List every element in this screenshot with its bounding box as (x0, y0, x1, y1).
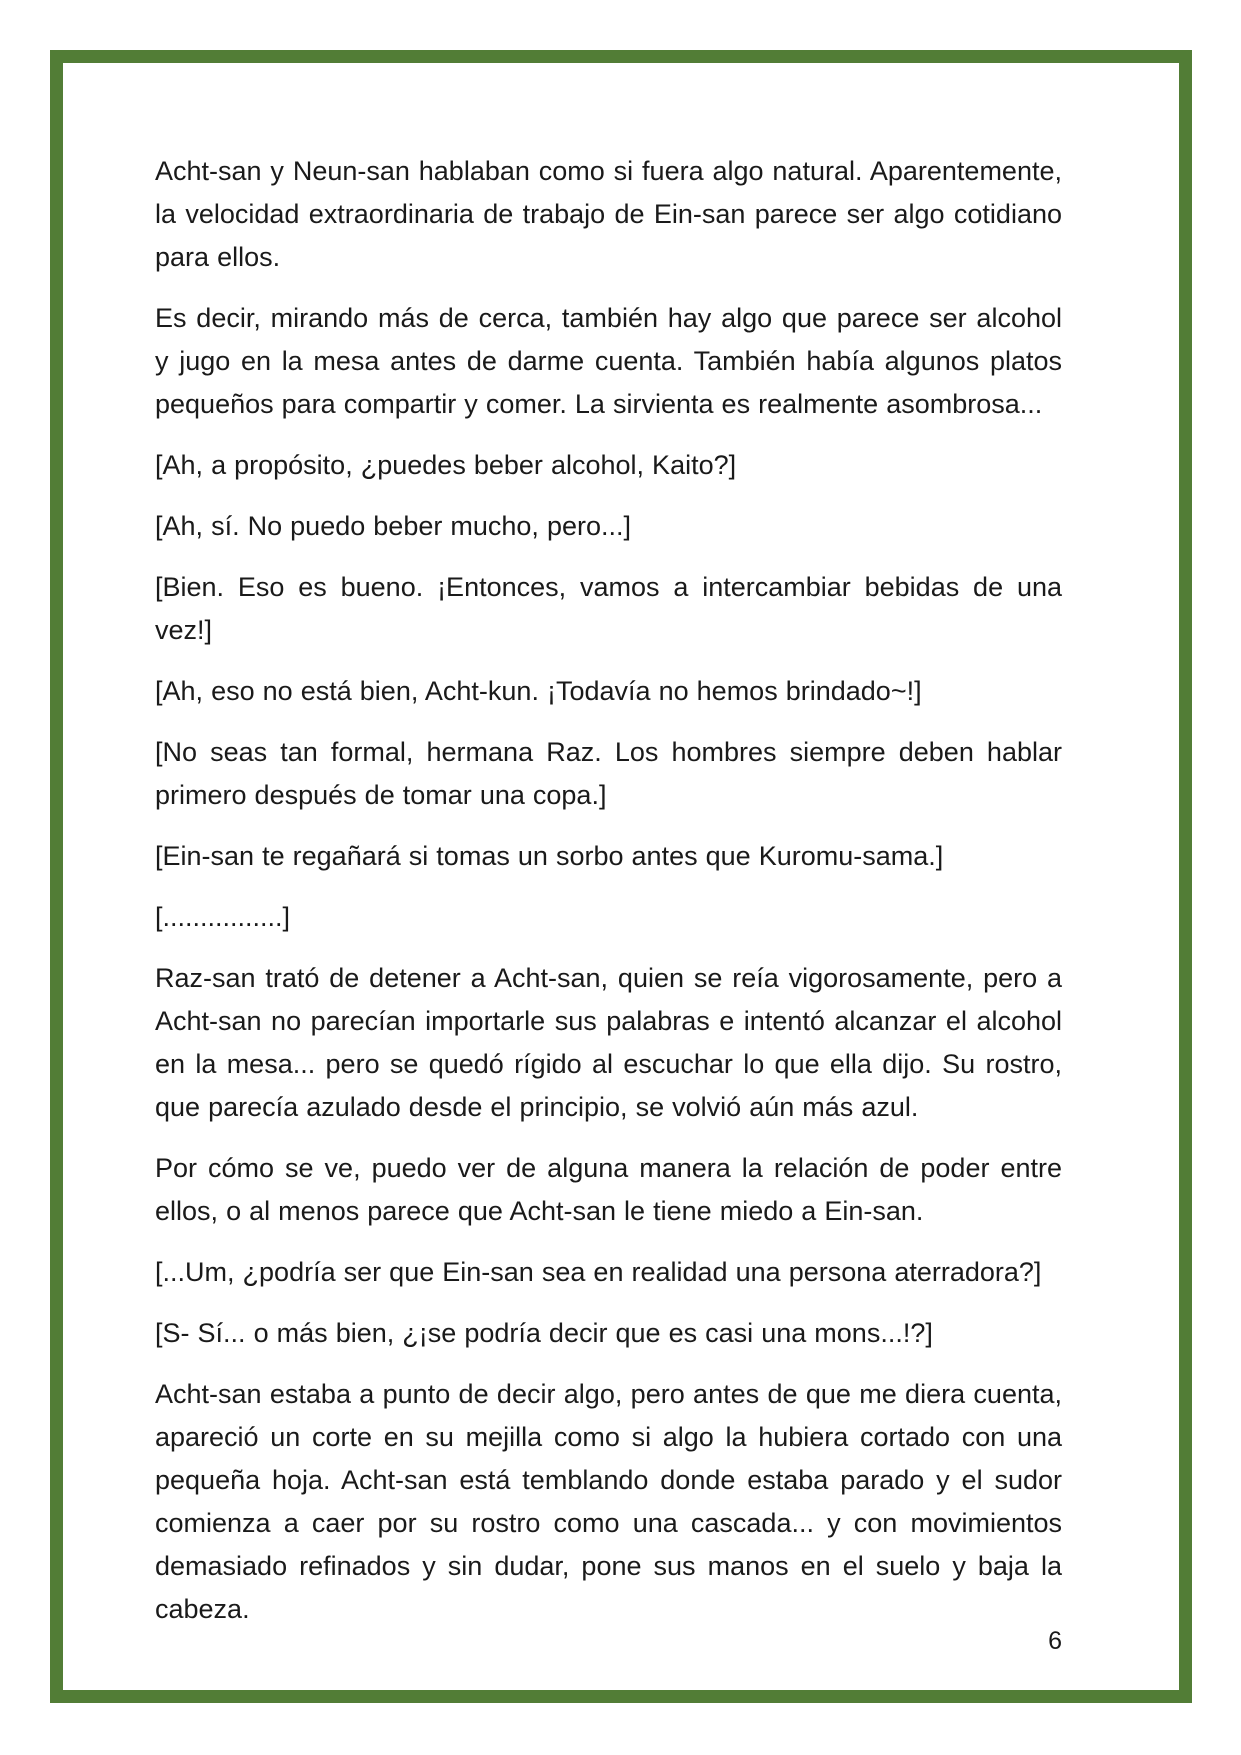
narration-paragraph: Acht-san y Neun-san hablaban como si fuera algo natural. Aparentemente, la velocidad extraordinaria de trabajo de Ein-san parece ser algo cotidiano para ellos. (155, 156, 1062, 272)
narration-paragraph: Por cómo se ve, puedo ver de alguna manera la relación de poder entre ellos, o al menos parece que Acht-san le tiene miedo a Ein-san. (155, 1153, 1062, 1226)
dialogue-paragraph: [Ah, sí. No puedo beber mucho, pero...] (155, 511, 632, 541)
narration-paragraph: Acht-san estaba a punto de decir algo, pero antes de que me diera cuenta, apareció un corte en su mejilla como si algo la hubiera cortado con una pequeña hoja. Acht-san está temblando donde estaba parado y el sudor comienza a caer por su rostro como una cascada... y con movimientos demasiado refinados y sin dudar, pone sus manos en el suelo y baja la cabeza. (155, 1379, 1062, 1624)
dialogue-paragraph: [S- Sí... o más bien, ¿¡se podría decir que es casi una mons...!?] (155, 1318, 933, 1348)
dialogue-paragraph: [...Um, ¿podría ser que Ein-san sea en realidad una persona aterradora?] (155, 1257, 1042, 1287)
dialogue-paragraph: [Ah, a propósito, ¿puedes beber alcohol, Kaito?] (155, 450, 737, 480)
dialogue-paragraph: [Bien. Eso es bueno. ¡Entonces, vamos a intercambiar bebidas de una vez!] (155, 572, 1062, 645)
dialogue-paragraph: [Ah, eso no está bien, Acht-kun. ¡Todavía no hemos brindado~!] (155, 676, 922, 706)
page-number: 6 (1048, 1627, 1062, 1655)
dialogue-paragraph: [................] (155, 902, 291, 932)
text-content (155, 150, 1062, 1631)
narration-paragraph: Raz-san trató de detener a Acht-san, quien se reía vigorosamente, pero a Acht-san no parecían importarle sus palabras e intentó alcanzar el alcohol en la mesa... pero se quedó rígido al escuchar lo que ella dijo. Su rostro, que parecía azulado desde el principio, se volvió aún más azul. (155, 963, 1062, 1122)
dialogue-paragraph: [Ein-san te regañará si tomas un sorbo antes que Kuromu-sama.] (155, 841, 944, 871)
narration-paragraph: Es decir, mirando más de cerca, también hay algo que parece ser alcohol y jugo en la mesa antes de darme cuenta. También había algunos platos pequeños para compartir y comer. La sirvienta es realmente asombrosa... (155, 303, 1062, 419)
dialogue-paragraph: [No seas tan formal, hermana Raz. Los hombres siempre deben hablar primero después de tomar una copa.] (155, 737, 1062, 810)
